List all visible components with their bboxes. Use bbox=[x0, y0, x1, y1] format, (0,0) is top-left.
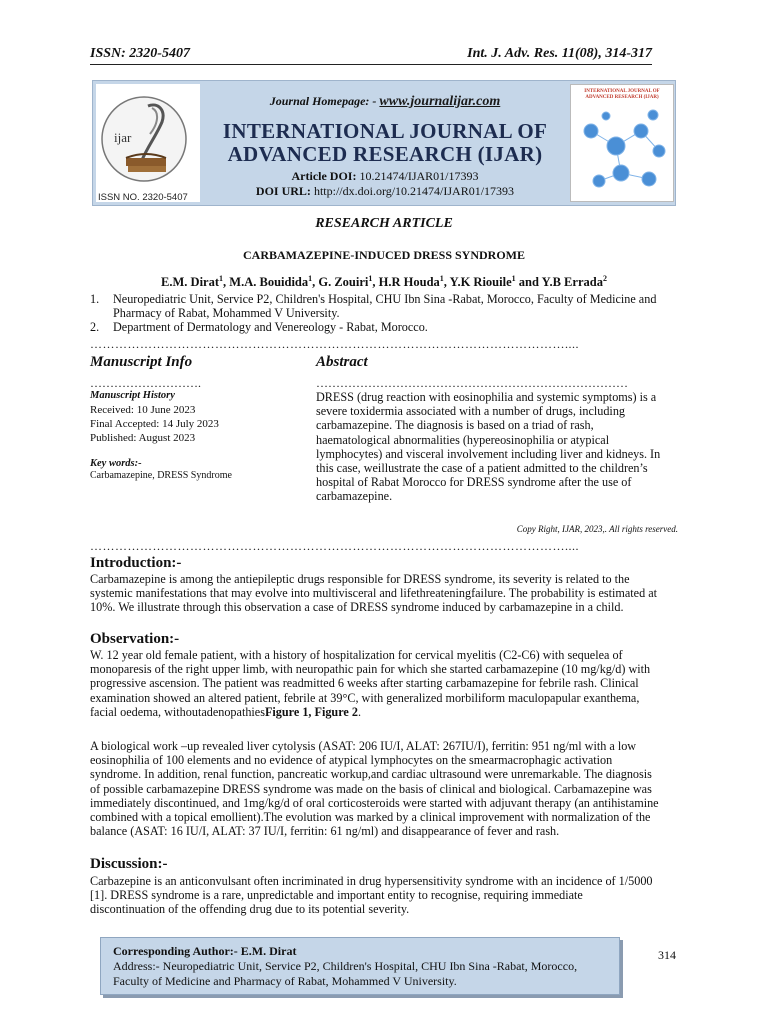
text-span: . bbox=[357, 704, 361, 719]
affiliation bbox=[90, 320, 678, 334]
author-aff: 1 bbox=[511, 274, 516, 283]
article-doi bbox=[200, 169, 570, 184]
keywords: Carbamazepine, DRESS Syndrome bbox=[90, 470, 232, 481]
affiliation-text: Department of Dermatology and Venereology - Rabat, Morocco. bbox=[113, 320, 428, 335]
manuscript-info-dots: ………………………. bbox=[90, 376, 201, 390]
affiliation-number: 1. bbox=[90, 292, 100, 306]
article-title: CARBAMAZEPINE-INDUCED DRESS SYNDROME bbox=[242, 248, 526, 262]
journal-cover-image bbox=[570, 84, 674, 202]
abstract-text bbox=[316, 390, 678, 504]
author-address: Faculty of Medicine and Pharmacy of Rabat, Mohammed V University. bbox=[113, 974, 457, 988]
molecule-icon bbox=[571, 101, 674, 197]
author: Y.B Errada bbox=[541, 275, 603, 290]
keywords-label: Key words:- bbox=[90, 458, 142, 469]
text-line: examination showed an altered patient, febrile at 39°C, with generalized morbiliform maculopapular exanthema, bbox=[90, 690, 640, 705]
text-line: A biological work –up revealed liver cytolysis (ASAT: 206 IU/I, ALAT: 267IU/I), ferritin: 951 ng/ml with a low bbox=[90, 739, 637, 753]
accepted-date: Final Accepted: 14 July 2023 bbox=[90, 418, 219, 430]
affiliation-number: 2. bbox=[90, 320, 100, 335]
author-aff: 1 bbox=[439, 274, 444, 283]
text-line: W. 12 year old female patient, with a history of hospitalization for cervical myelitis (C2-C6) with sequelea of bbox=[90, 648, 623, 662]
article-doi-value: 10.21474/IJAR01/17393 bbox=[359, 169, 479, 183]
text-line: of possible carbamazepine DRESS syndrome was made on the basis of clinical and biological. Carbamazepine was bbox=[90, 781, 652, 796]
author-aff: 2 bbox=[602, 274, 607, 283]
author-aff: 1 bbox=[308, 274, 313, 283]
abstract-heading: Abstract bbox=[316, 354, 368, 370]
header-issn: ISSN: 2320-5407 bbox=[90, 46, 190, 61]
text-line: eosinophilia of 100 elements and no evidence of atypical lymphocytes on the smearmacrophagic activation bbox=[90, 753, 613, 768]
homepage-label: Journal Homepage: - bbox=[269, 94, 377, 108]
logo-issn: ISSN NO. 2320-5407 bbox=[98, 192, 188, 202]
author: H.R Houda bbox=[378, 275, 440, 290]
author-aff: 1 bbox=[368, 274, 373, 283]
text-line: systemic manifestations that may evolve into multivisceral and lifethreateningfailure. The probability is estimated at bbox=[90, 586, 658, 601]
journal-title-line2: ADVANCED RESEARCH (IJAR) bbox=[227, 142, 543, 166]
affiliation bbox=[90, 292, 678, 306]
text-line: progressive ascension. The patient was readmitted 6 weeks after starting carbamazepine for febrile rash. Clinical bbox=[90, 676, 639, 691]
received-date: Received: 10 June 2023 bbox=[90, 404, 196, 416]
abstract-dots: …………………………………………………………………… bbox=[316, 376, 628, 390]
journal-logo-icon bbox=[96, 84, 200, 202]
abstract-line: this case, weillustrate the case of a patient admitted to the children’s bbox=[316, 461, 648, 476]
dotted-separator: …………………………………………………………………………………………………….... bbox=[90, 338, 579, 350]
abstract-line: hospital of Rabat Morocco for DRESS syndrome after the use of bbox=[316, 475, 632, 490]
copyright: Copy Right, IJAR, 2023,. All rights reserved. bbox=[516, 524, 678, 534]
corresponding-author-box bbox=[100, 937, 620, 995]
abstract-line: DRESS (drug reaction with eosinophilia and systemic symptoms) is a bbox=[316, 390, 657, 404]
text-line: immediately discontinued, and 1mg/kg/d of oral corticosteroids were started with adjuvant therapy (an antihistamine bbox=[90, 795, 659, 810]
figure-reference[interactable]: Figure 1, Figure 2 bbox=[264, 704, 358, 719]
text-line: discontinuation of the offending drug due to its potential severity. bbox=[90, 902, 410, 917]
introduction-text bbox=[90, 572, 678, 615]
discussion-text bbox=[90, 874, 678, 917]
logo-text: ijar bbox=[114, 130, 132, 145]
affiliation-text: Pharmacy of Rabat, Mohammed V University. bbox=[113, 306, 340, 321]
text-span: facial oedema, withoutadenopathies bbox=[90, 704, 265, 719]
abstract-line: lymphocytes) and visceral involvement including liver and kidneys. In bbox=[316, 446, 661, 461]
author: M.A. Bouidida bbox=[229, 275, 309, 290]
homepage-link[interactable]: www.journalijar.com bbox=[379, 94, 501, 109]
text-line: combined with a topical emollient).The evolution was marked by a clinical improvement with normalization of the bbox=[90, 810, 651, 825]
page-number: 314 bbox=[658, 948, 676, 962]
text-line: [1]. DRESS syndrome is a rare, unpredictable and important entity to recognise, requiring immediate bbox=[90, 888, 583, 903]
introduction-heading: Introduction:- bbox=[90, 555, 182, 571]
doi-url bbox=[200, 184, 570, 199]
affiliation-text: Neuropediatric Unit, Service P2, Children's Hospital, CHU Ibn Sina -Rabat, Morocco, Faculty of Medicine and bbox=[113, 292, 657, 306]
affiliations bbox=[90, 292, 678, 335]
discussion-heading: Discussion:- bbox=[90, 856, 168, 872]
text-line bbox=[90, 705, 678, 719]
cover-title: INTERNATIONAL JOURNAL OF ADVANCED RESEARCH (IJAR) bbox=[584, 89, 660, 100]
doi-url-label: DOI URL: bbox=[255, 184, 311, 198]
doi-url-value[interactable]: http://dx.doi.org/10.21474/IJAR01/17393 bbox=[313, 184, 515, 198]
header-citation: Int. J. Adv. Res. 11(08), 314-317 bbox=[467, 46, 652, 61]
article-doi-label: Article DOI: bbox=[291, 169, 357, 183]
article-type: RESEARCH ARTICLE bbox=[315, 216, 453, 231]
journal-logo bbox=[96, 84, 200, 202]
abstract-line: carbamazepine. bbox=[316, 489, 393, 504]
abstract-line: carbamazepine. The diagnosis is based on a triad of rash, bbox=[316, 418, 594, 433]
text-line: monoparesis of the right upper limb, with neuropathic pain for which she started carbamazepine (10 mg/kg/d) with bbox=[90, 662, 651, 677]
observation-heading: Observation:- bbox=[90, 631, 180, 647]
text-line: syndrome. In addition, renal function, pancreatic workup,and cardiac ultrasound were unremarkable. The diagnosis bbox=[90, 767, 652, 782]
dotted-separator: …………………………………………………………………………………………………….... bbox=[90, 540, 579, 552]
journal-homepage bbox=[200, 94, 570, 110]
author: G. Zouiri bbox=[318, 275, 369, 290]
manuscript-info-heading: Manuscript Info bbox=[90, 354, 193, 370]
text-line: Carbazepine is an anticonvulsant often incriminated in drug hypersensitivity syndrome with an incidence of 1/5000 bbox=[90, 874, 653, 888]
abstract-line: haematological abnormalities (hypereosinophilia or atypical bbox=[316, 432, 610, 447]
manuscript-history-label: Manuscript History bbox=[90, 390, 175, 401]
header-rule bbox=[90, 64, 652, 65]
text-line: Carbamazepine is among the antiepileptic drugs responsible for DRESS syndrome, its severity is related to the bbox=[90, 572, 630, 586]
published-date: Published: August 2023 bbox=[90, 432, 196, 444]
corresponding-author: Corresponding Author:- E.M. Dirat bbox=[113, 944, 297, 958]
text-line: balance (ASAT: 16 IU/I, ALAT: 37 IU/I, ferritin: 61 ng/ml) and disappearance of fever and rash. bbox=[90, 824, 560, 839]
author: Y.K Riouile bbox=[449, 275, 512, 290]
text-line: 10%. We illustrate through this observation a case of DRESS syndrome induced by carbamazepine in a child. bbox=[90, 600, 624, 615]
author: E.M. Dirat bbox=[161, 275, 220, 290]
observation-para2 bbox=[90, 739, 678, 838]
abstract-line: severe toxidermia associated with a number of drugs, including bbox=[316, 404, 626, 419]
author-aff: 1 bbox=[219, 274, 224, 283]
author-list: E.M. Dirat$^1$, M.A. Bouidida$^1$, G. Zouiri$^1$, H.R Houda$^1$, Y.K Riouile$^1$ and Y.B Errada$^2$ bbox=[161, 274, 607, 290]
author-address: Address:- Neuropediatric Unit, Service P2, Children's Hospital, CHU Ibn Sina -Rabat, Morocco, bbox=[113, 959, 578, 973]
observation-para1 bbox=[90, 648, 678, 719]
journal-title-line1: INTERNATIONAL JOURNAL OF bbox=[222, 119, 548, 143]
